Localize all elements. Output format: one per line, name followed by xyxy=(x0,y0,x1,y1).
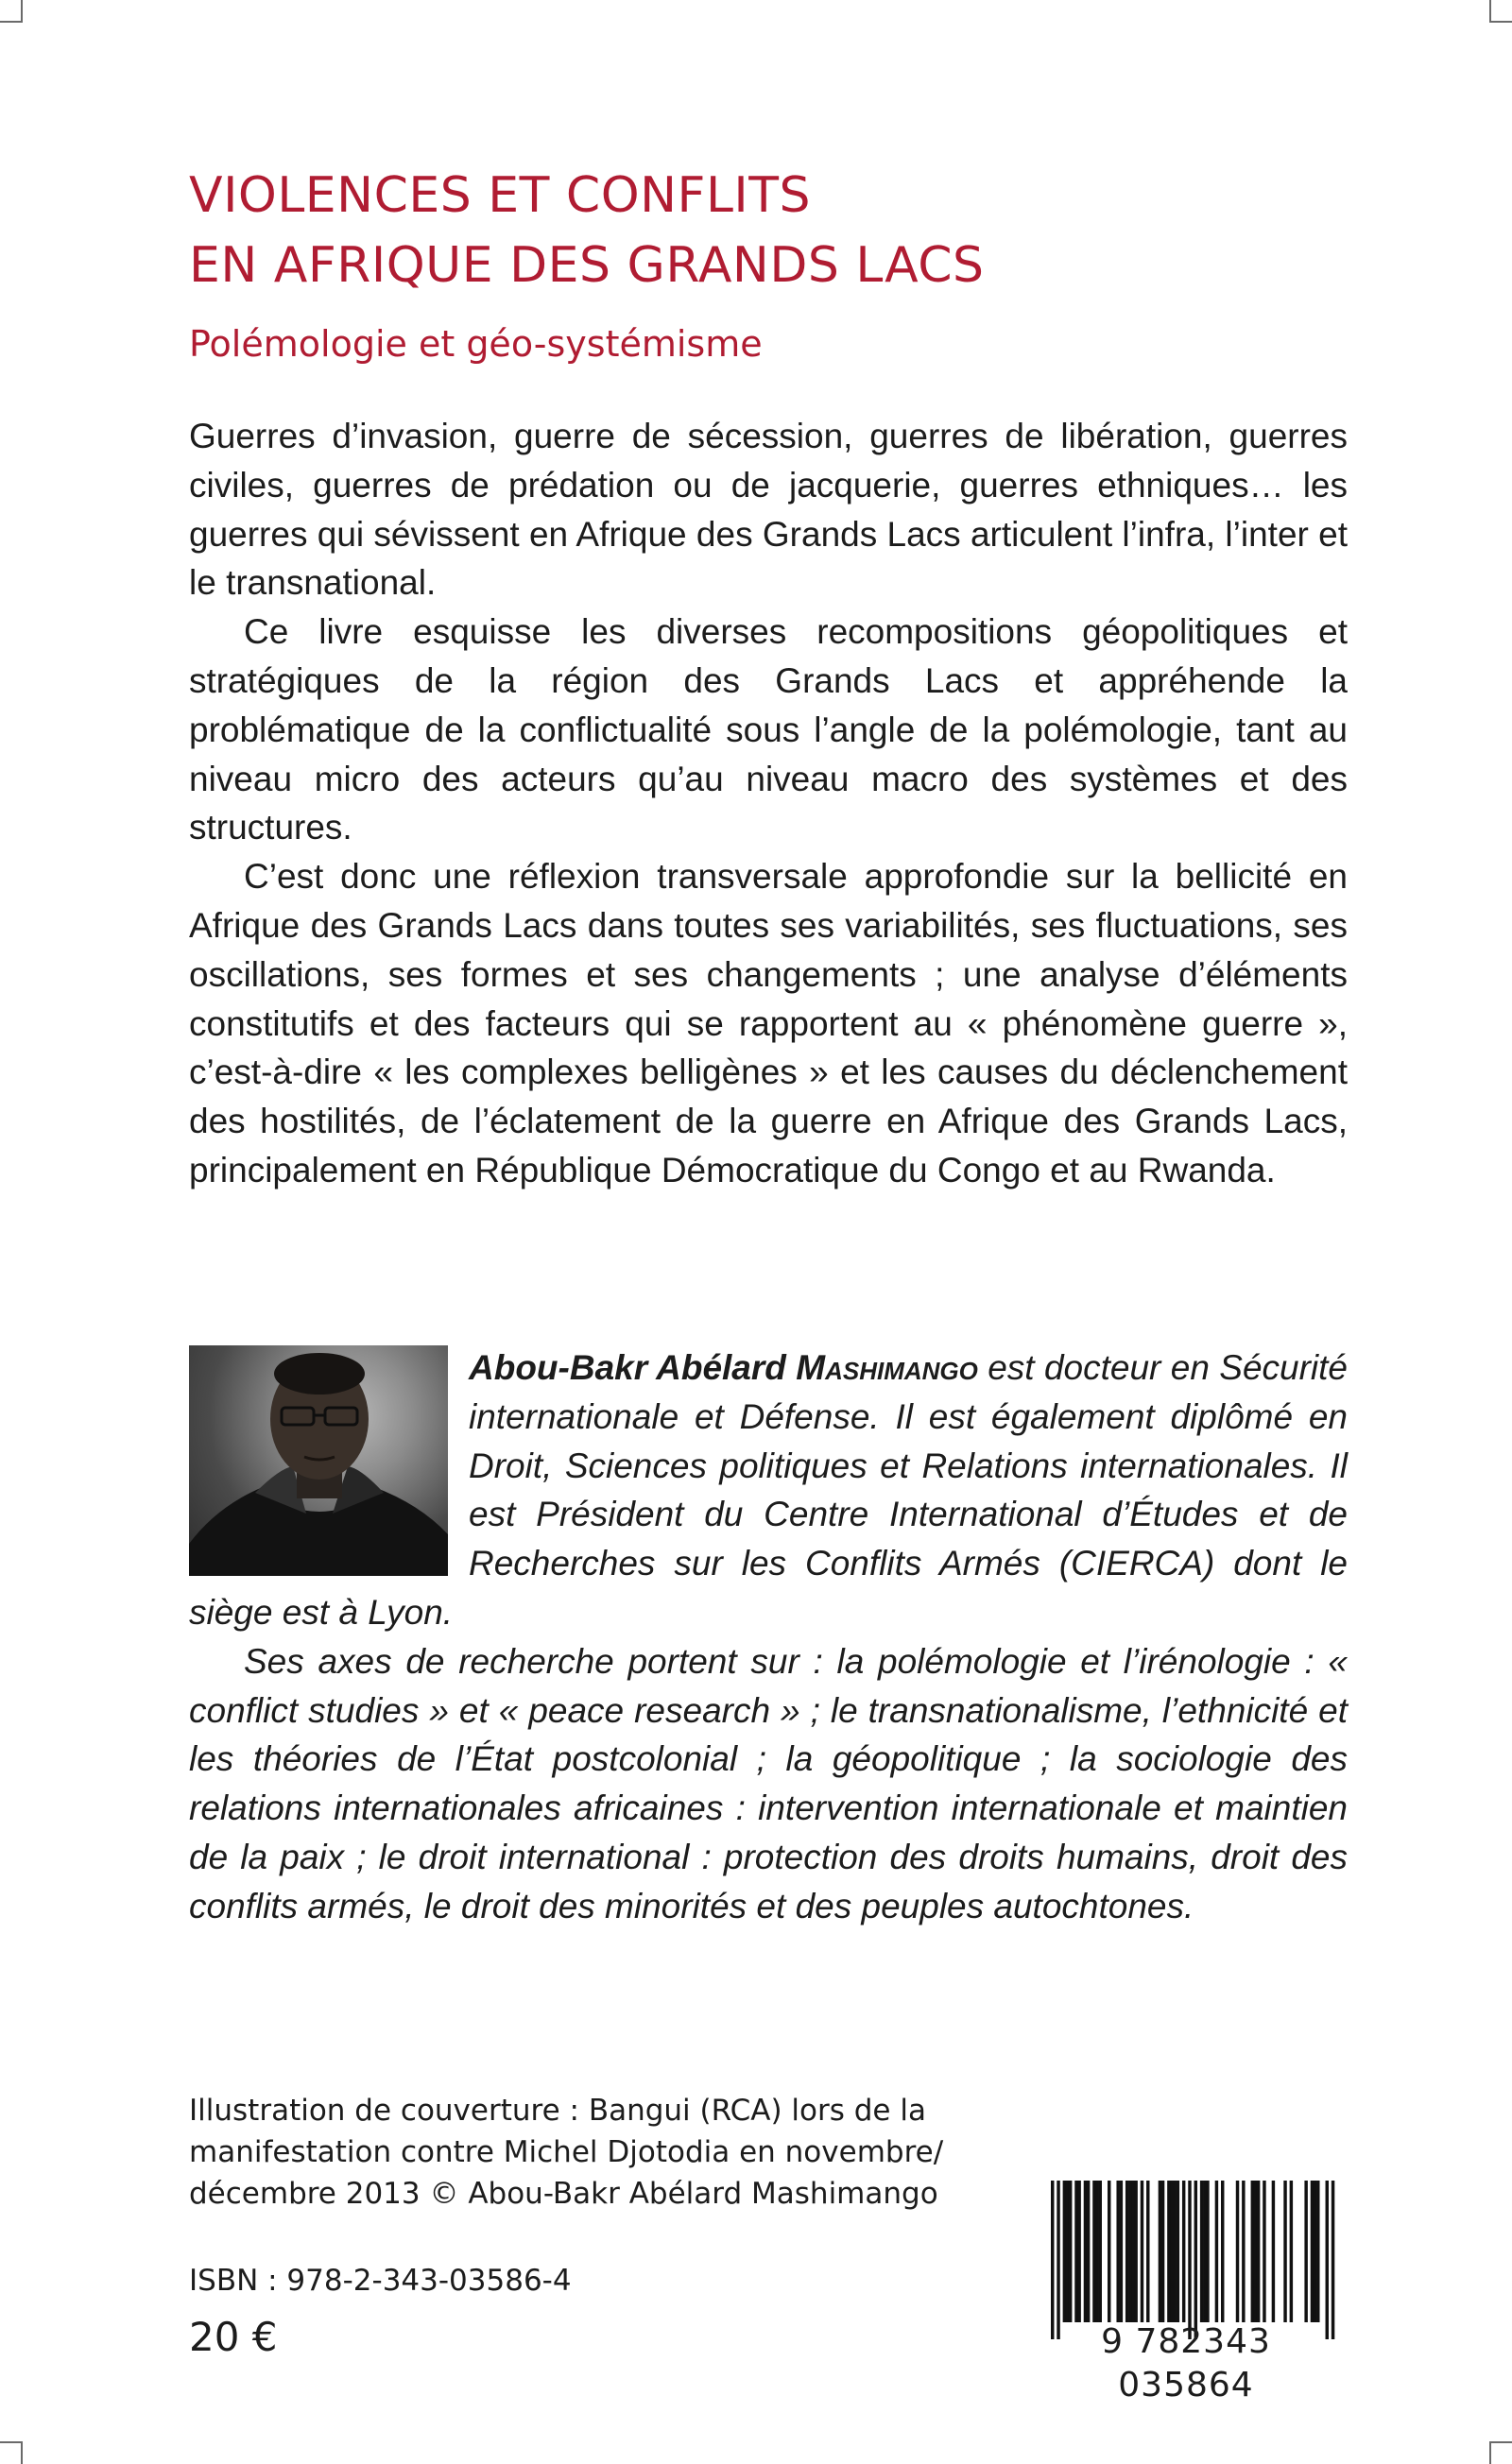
barcode-bar xyxy=(1159,2181,1161,2322)
barcode xyxy=(1030,2181,1342,2404)
barcode-bar xyxy=(1283,2181,1286,2322)
barcode-bar xyxy=(1263,2181,1265,2322)
barcode-bar xyxy=(1251,2181,1254,2322)
summary-paragraph-2: Ce livre esquisse les diverses recompositions géopolitiques et stratégiques de la région des Grands Lacs et appréhende la problématique de la conflictualité sous l’angle de la polémologie, tant au niveau micro des acteurs qu’au niveau macro des systèmes et des structures. xyxy=(189,612,1348,847)
book-title-line-2: EN AFRIQUE DES GRANDS LACS xyxy=(189,237,985,294)
barcode-bar xyxy=(1173,2181,1176,2322)
barcode-bar xyxy=(1316,2181,1319,2322)
barcode-bar xyxy=(1066,2181,1069,2322)
barcode-bar xyxy=(1063,2181,1066,2322)
author-bio-text: est docteur en Sécurité internationale et Défense. Il est également diplômé en Droit, Sciences politiques et Relations internationales. Il est Président du Centre International d’Études et de Recherches sur les Conflits Armés (CIERCA) dont le siège est à Lyon. xyxy=(189,1348,1349,1632)
crop-mark xyxy=(0,2441,23,2443)
barcode-bar xyxy=(1203,2181,1206,2322)
barcode-bar xyxy=(1182,2181,1185,2322)
barcode-bar xyxy=(1194,2181,1197,2339)
credits-line-2: manifestation contre Michel Djotodia en novembre/ xyxy=(189,2135,944,2169)
book-title-line-1: VIOLENCES ET CONFLITS xyxy=(189,167,812,224)
barcode-bar xyxy=(1087,2181,1090,2322)
barcode-bar xyxy=(1314,2181,1316,2322)
summary-paragraph-3: C’est donc une réflexion transversale approfondie sur la bellicité en Afrique des Grands Lacs dans toutes ses variabilités, ses fluctuations, ses oscillations, ses formes et ses changements ; une analyse d’éléments constitutifs et des facteurs qui se rapportent au « phénomène guerre », c’est-à-dire « les complexes belligènes » et les causes du déclenchement des hostilités, de l’éclatement de la guerre en Afrique des Grands Lacs, principalement en République Démocratique du Congo et au Rwanda. xyxy=(189,857,1348,1189)
barcode-bar xyxy=(1141,2181,1143,2322)
price: 20 € xyxy=(189,2314,278,2360)
author-section xyxy=(189,1343,1348,1931)
barcode-bar xyxy=(1128,2181,1131,2322)
barcode-bar xyxy=(1084,2181,1087,2322)
author-surname: Mashimango xyxy=(796,1348,978,1387)
barcode-bar xyxy=(1326,2181,1329,2339)
summary-paragraph-1: Guerres d’invasion, guerre de sécession, guerres de libération, guerres civiles, guerres de prédation ou de jacquerie, guerres ethniques… les guerres qui sévissent en Afrique des Grands Lacs articulent l’infra, l’inter et le transnational. xyxy=(189,417,1348,603)
barcode-bar xyxy=(1057,2181,1059,2339)
author-first-names: Abou-Bakr Abélard xyxy=(469,1348,797,1387)
barcode-bar xyxy=(1161,2181,1164,2322)
barcode-bar xyxy=(1120,2181,1123,2322)
barcode-bar xyxy=(1131,2181,1134,2322)
cover-credits xyxy=(189,2090,1040,2215)
barcode-bar xyxy=(1304,2181,1307,2322)
barcode-bar xyxy=(1188,2181,1191,2339)
author-portrait-icon xyxy=(189,1345,448,1576)
crop-mark xyxy=(1489,0,1491,23)
barcode-bar xyxy=(1200,2181,1203,2322)
barcode-bar xyxy=(1332,2181,1334,2339)
author-photo xyxy=(189,1345,448,1576)
barcode-bar xyxy=(1146,2181,1149,2322)
barcode-bar xyxy=(1272,2181,1275,2322)
barcode-bar xyxy=(1108,2181,1110,2322)
barcode-bar xyxy=(1257,2181,1260,2322)
barcode-bar xyxy=(1242,2181,1245,2322)
crop-mark xyxy=(1489,21,1512,23)
barcode-bar xyxy=(1074,2181,1077,2322)
barcode-bar xyxy=(1236,2181,1239,2322)
barcode-bar xyxy=(1095,2181,1098,2322)
crop-mark xyxy=(1489,2441,1491,2464)
barcode-bar xyxy=(1170,2181,1173,2322)
barcode-bar xyxy=(1311,2181,1314,2322)
barcode-bar xyxy=(1134,2181,1137,2322)
barcode-bar xyxy=(1290,2181,1293,2322)
barcode-bar xyxy=(1092,2181,1095,2322)
crop-mark xyxy=(0,21,23,23)
barcode-bar xyxy=(1206,2181,1209,2322)
summary-text xyxy=(189,412,1348,1195)
barcode-bar xyxy=(1221,2181,1224,2322)
credits-line-1: Illustration de couverture : Bangui (RCA) lors de la xyxy=(189,2094,926,2128)
crop-mark xyxy=(21,0,23,23)
barcode-bar xyxy=(1099,2181,1102,2322)
barcode-digits: 9 782343 035864 xyxy=(1101,2322,1271,2404)
crop-mark xyxy=(1489,2441,1512,2443)
barcode-bar xyxy=(1125,2181,1128,2322)
book-subtitle: Polémologie et géo-systémisme xyxy=(189,323,763,365)
barcode-bar xyxy=(1069,2181,1072,2322)
isbn: ISBN : 978-2-343-03586-4 xyxy=(189,2264,572,2298)
barcode-bar xyxy=(1167,2181,1170,2322)
credits-line-3: décembre 2013 © Abou-Bakr Abélard Mashimango xyxy=(189,2177,938,2211)
author-research: Ses axes de recherche portent sur : la polémologie et l’irénologie : « conflict studies » et « peace research » ; le transnationalisme, l’ethnicité et les théories de l’État postcolonial ; la géopolitique ; la sociologie des relations internationales africaines : intervention internationale et maintien de la paix ; le droit international : protection des droits humains, droit des conflits armés, le droit des minorités et des peuples autochtones. xyxy=(189,1641,1348,1925)
book-title xyxy=(189,161,1361,300)
barcode-bar xyxy=(1177,2181,1179,2322)
barcode-bar xyxy=(1254,2181,1257,2322)
barcode-bar xyxy=(1077,2181,1080,2322)
barcode-bar xyxy=(1215,2181,1218,2322)
barcode-bar xyxy=(1051,2181,1054,2339)
crop-mark xyxy=(21,2441,23,2464)
barcode-bar xyxy=(1116,2181,1119,2322)
